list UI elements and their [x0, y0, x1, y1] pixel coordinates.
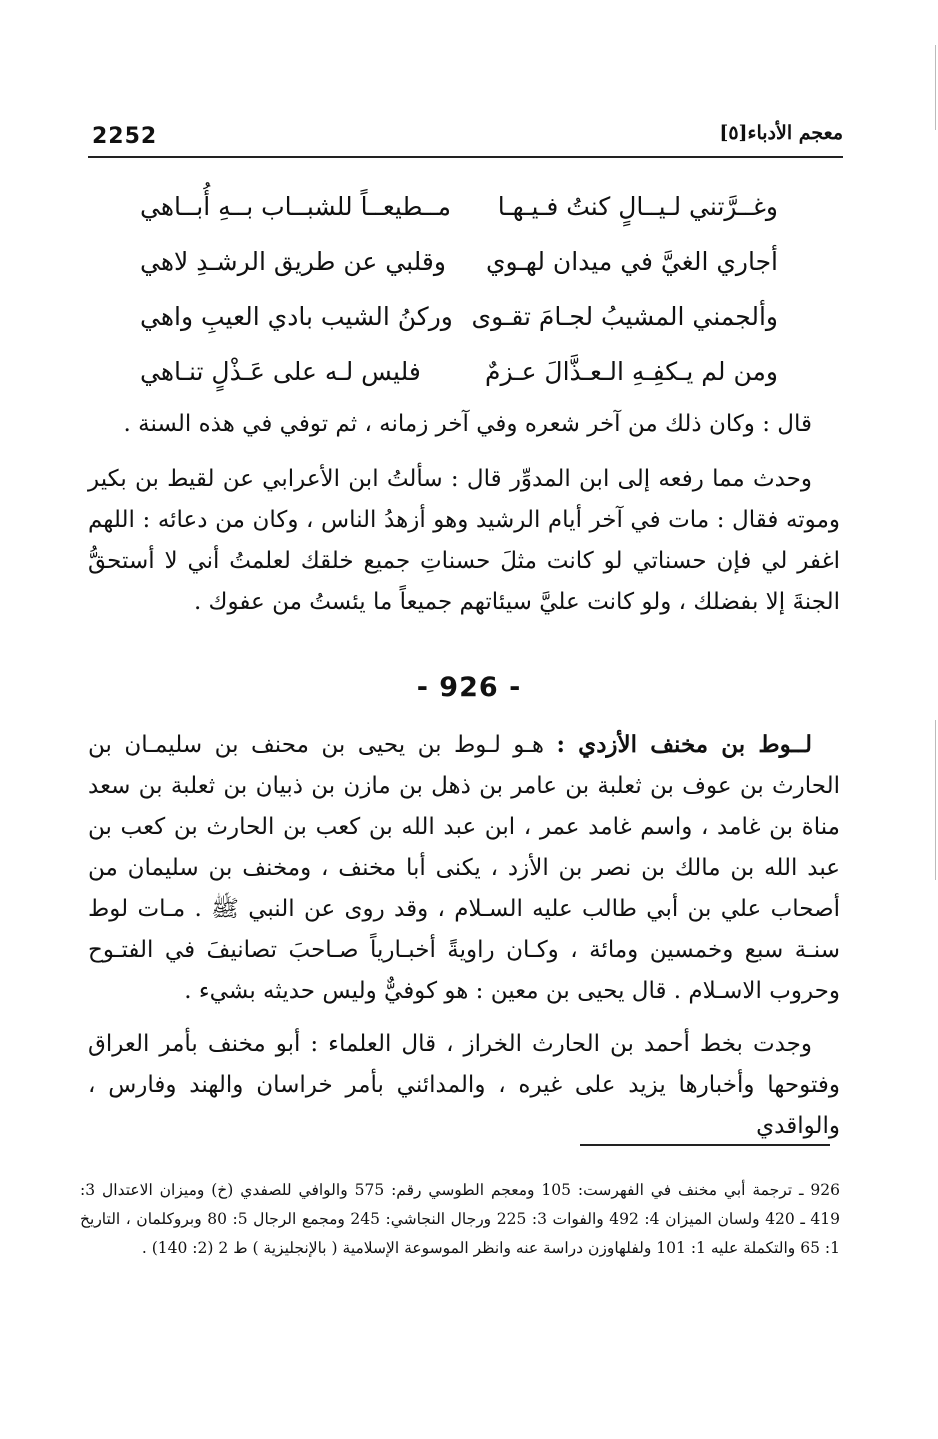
- verse-first-hemistich: وغــرَّتني لـيــالٍ كنتُ فـيـهـا: [497, 192, 778, 221]
- verse-second-hemistich: وقلبي عن طريق الرشـدِ لاهي: [140, 247, 446, 276]
- verse-second-hemistich: وركنُ الشيب بادي العيبِ واهي: [140, 302, 453, 331]
- footnote: 926 ـ ترجمة أبي مخنف في الفهرست: 105 ومعجم الطوسي رقم: 575 والوافي للصفدي (خ) وميزان الاعتدال 3: 419 ـ 420 ولسان الميزان 4: 492 والفوات 3: 225 ورجال النجاشي: 245 ومجمع الرجال 5: 80 وبروكلمان ، التاريخ 1: 65 والتكملة عليه 1: 101 ولفلهاوزن دراسة عنه وانظر الموسوعة الإسلامية ( بالإنجليزية ) ط 2 (2: 140) .: [80, 1181, 840, 1257]
- closing-paragraphs: [88, 404, 840, 623]
- poem-verse: [140, 302, 778, 357]
- verse-second-hemistich: فليس لـه على عَـذْلٍ تنـاهي: [140, 357, 421, 386]
- entry-body: [88, 724, 840, 1147]
- page-header: [88, 120, 843, 158]
- verse-first-hemistich: وألجمني المشيبُ لجـامَ تقـوى: [471, 302, 778, 331]
- verse-first-hemistich: أجاري الغيَّ في ميدان لهـوي: [485, 247, 778, 276]
- poem-verse: [140, 192, 778, 247]
- poem: [140, 192, 778, 412]
- entry-biography: [88, 724, 840, 1012]
- page-number: 2252: [92, 124, 158, 149]
- verse-second-hemistich: مــطيعــاً للشبــاب بــهِ أُبــاهي: [140, 192, 451, 221]
- paragraph: وحدث مما رفعه إلى ابن المدوِّر قال : سألتُ ابن الأعرابي عن لقيط بن بكير وموته فقال : مات في آخر أيام الرشيد وهو أزهدُ الناس ، وكان من دعائه : اللهم اغفر لي فإن حسناتي لو كانت مثلَ حسناتِ جميع خلقك لعلمتُ أني لا أستحقُّ الجنةَ إلا بفضلك ، ولو كانت عليَّ سيئاتهم جميعاً ما يئستُ من عفوك .: [88, 466, 840, 615]
- running-title: معجم الأدباء[٥]: [719, 122, 843, 144]
- footnotes: [80, 1176, 840, 1263]
- verse-first-hemistich: ومن لم يـكفِـهِ الـعـذَّالَ عـزمٌ: [484, 357, 778, 386]
- entry-biography-text: هـو لـوط بن يحيى بن محنف بن سليمـان بن الحارث بن عوف بن ثعلبة بن عامر بن ذهل بن مازن بن ذبيان بن ثعلبة بن سعد مناة بن غامد ، واسم غامد عمر ، ابن عبد الله بن كعب بن الحارث بن كعب بن عبد الله بن مالك بن نصر بن الأزد ، يكنى أبا مخنف ، ومخنف بن سليمان من أصحاب علي بن أبي طالب عليه السـلام ، وقد روى عن النبي ﷺ . مـات لوط سنـة سبع وخمسين ومائة ، وكـان راويةً أخبـارياً صـاحبَ تصانيفَ في الفتـوح وحروب الاسـلام . قال يحيى بن معين : هو كوفيٌّ وليس حديثه بشيء .: [88, 732, 840, 1004]
- poem-verse: [140, 247, 778, 302]
- paragraph: قال : وكان ذلك من آخر شعره وفي آخر زمانه ، ثم توفي في هذه السنة .: [123, 411, 812, 437]
- scan-edge-mark: [935, 45, 936, 130]
- scan-edge-mark: [935, 720, 936, 880]
- entry-name: لــوط بن مخنف الأزدي :: [556, 731, 812, 758]
- footnote-divider: [580, 1144, 830, 1146]
- entry-number: - 926 -: [416, 672, 522, 703]
- entry-continuation: وجدت بخط أحمد بن الحارث الخراز ، قال العلماء : أبو مخنف بأمر العراق وفتوحها وأخبارها يزيد على غيره ، والمدائني بأمر خراسان والهند وفارس ، والواقدي: [88, 1031, 840, 1139]
